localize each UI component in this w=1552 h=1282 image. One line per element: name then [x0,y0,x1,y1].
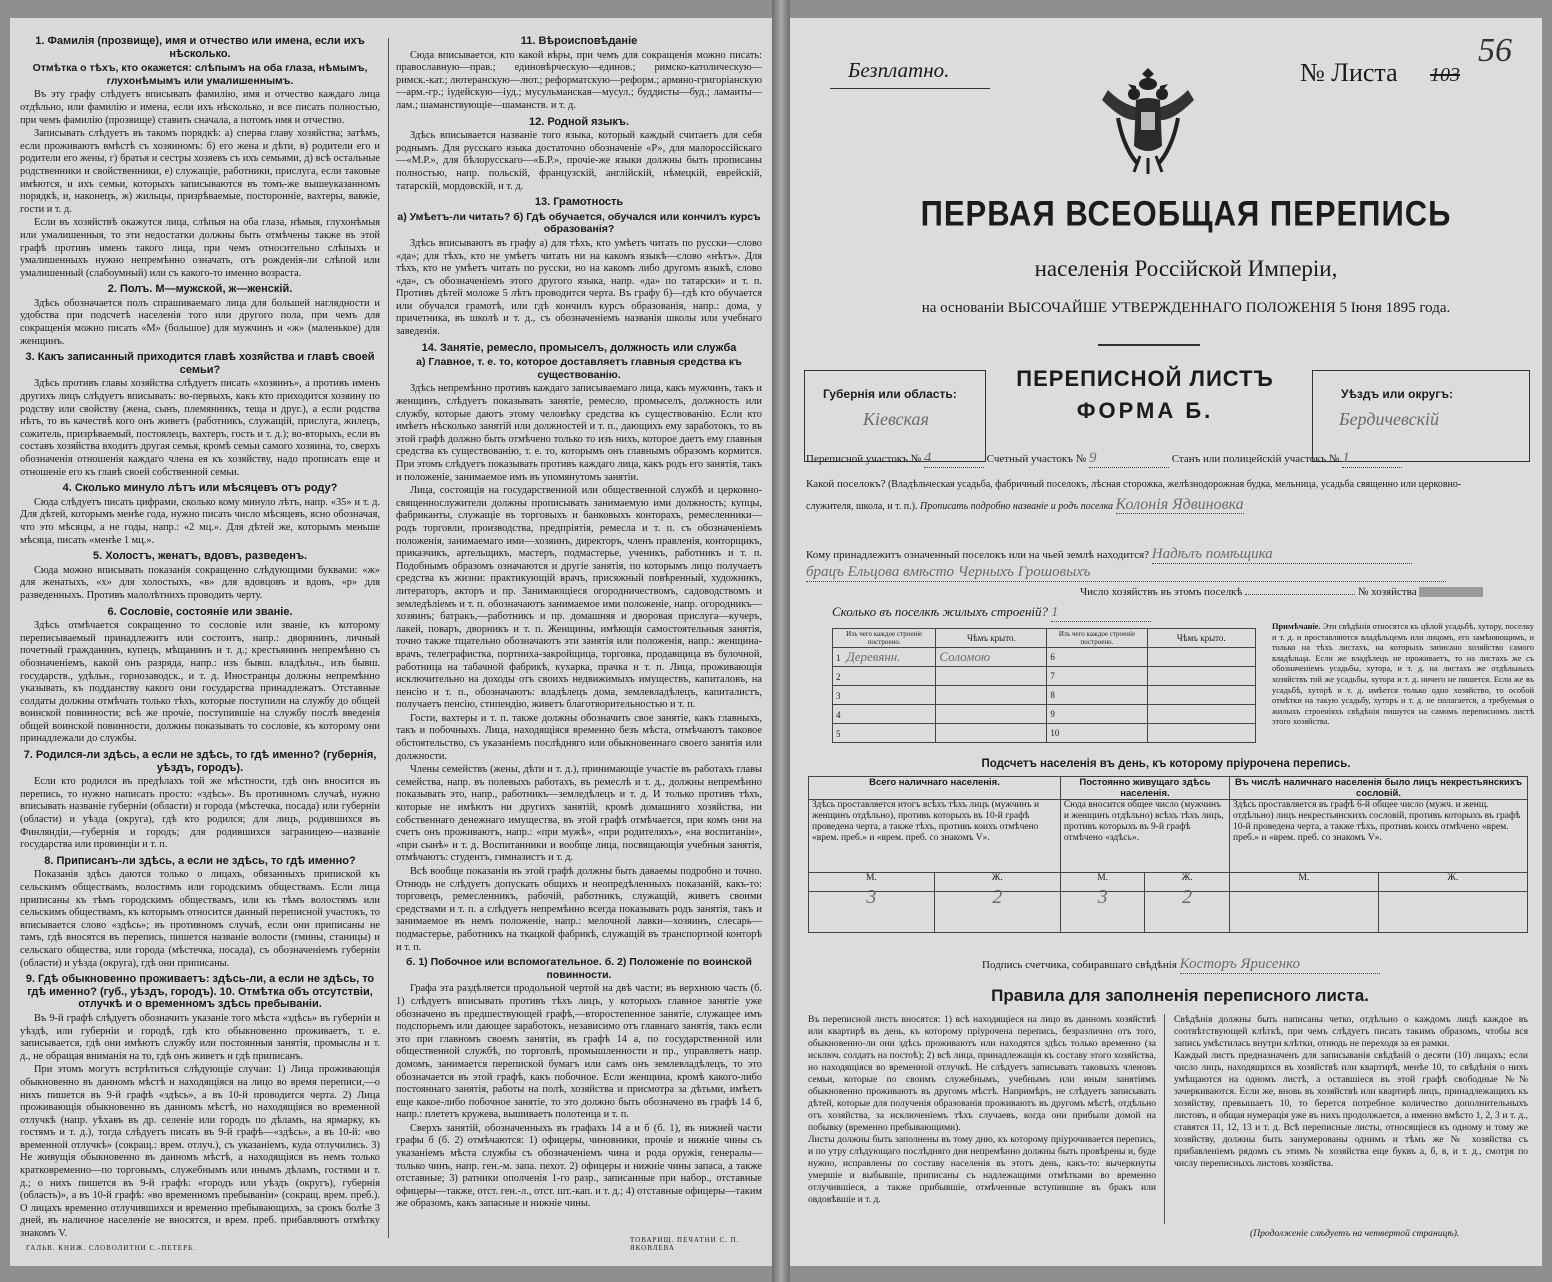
rules-title: Правила для заполненія переписного листа. [991,986,1369,1005]
main-subtitle: населенія Россійской Имперіи, [1034,256,1338,281]
buildings-row-entry [833,705,1256,724]
households-count-label: Число хозяйствъ въ этомъ поселкѣ [1080,586,1243,598]
column-divider [388,38,389,1238]
book-gutter [772,0,790,1282]
non-peasant-m [1230,892,1379,933]
building-number: 9 [1047,705,1147,724]
population-summary-table [808,776,1528,933]
right-page [790,18,1542,1266]
section-subheading: б. 1) Побочное или вспомогательное. б. 2) Положеніе по воинской повинности. [406,956,752,981]
instructions-column-1 [20,32,380,1242]
paragraph: Записывать слѣдуетъ въ такомъ порядкѣ: а) сперва главу хозяйства; затѣмъ, если проживаютъ вмѣстѣ съ хозяиномъ: б) его жена и дѣти, в) родители его и родители его жены, г) братья и сестры хозяевъ съ ихъ семьями, д) всѣ остальные родственники и свойственники, е) служащіе, работники, прислуга, если таковые имѣются, и ихъ семьи, которыхъ записываются въ томъ-же вышеуказанномъ порядкѣ, и, наконецъ, ж) жильцы, призрѣваемые, посторонніе, вахтеры, вавжіе, гости и т. д. [20,128,380,215]
section-heading: 8. Приписанъ-ли здѣсь, а если не здѣсь, то гдѣ именно? [44,854,356,867]
building-number [833,705,936,724]
total-present-header: Всего наличнаго населенія. [809,777,1061,800]
left-page [10,18,772,1266]
building-number-label: 1 [836,653,841,663]
section-subheading: а) Умѣетъ-ли читать? б) Гдѣ обучается, обучался или кончилъ курсъ образованія? [397,210,761,236]
title-rule [1098,344,1200,346]
settlement-label: Какой поселокъ? [806,478,886,490]
building-number [833,648,936,667]
paragraph: Сверхъ занятій, обозначенныхъ въ графахъ 14 а и б (б. 1), въ нижней части графы б (б. 2) отмѣчаются: 1) офицеры, чиновники, прочіе и нижніе чины съ указаніемъ мѣста службы съ обозначеніемъ чина и рода оружія, генералы—только чинъ, напр. ген.-м. запа. пехот. 2) офицеры и нижніе чины запаса, а также отставные; 3) ратники ополченія 1-го разр., записанные при набор., отставные офицеры—также, отст. ген.-л., отст. шт.-кап. и т. д.; 4) отставные офицеры—таким же образомъ, какъ запасные и нижніе чины. [396,1122,762,1210]
m-header-1: М. [809,873,935,892]
police-district-label: Станъ или полицейскій участокъ № [1171,453,1340,465]
printer-imprint-right: ТОВАРИЩ. ПЕЧАТНИ С. П. ЯКОВЛЕВА [630,1236,740,1252]
note-title: Примѣчаніе. [1272,622,1321,631]
zh-header-3: Ж. [1378,873,1527,892]
permanent-header: Постоянно живущаго здѣсь населенія. [1060,777,1229,800]
paragraph: Сюда слѣдуетъ писать цифрами, сколько кому минуло лѣтъ, напр. «35» и т. д. Для дѣтей, которымъ менѣе года, нужно писать число мѣсяцевъ, ясно обозначая, что это мѣсяцы, а не годы, напр.: «2 мц.». Для дѣтей же, которымъ меньше мѣсяца, писать «менѣе 1 мц.». [20,496,380,546]
settlement-description: (Владѣльческая усадьба, фабричный поселокъ, лѣсная сторожка, желѣзнодорожная будка, мельница, усадьба священно или церковно-служителя, школа, и т. п.). [806,479,1462,512]
form-code: ФОРМА Б. [1076,398,1214,423]
owner-label: Кому принадлежитъ означенный поселокъ или на чьей землѣ находится? [806,549,1150,561]
building-roof [936,667,1047,686]
m-header-2: М. [1060,873,1144,892]
paragraph: Здѣсь вписываютъ въ графу а) для тѣхъ, кто умѣетъ читать по русски—слово «да»; для тѣхъ, кто не умѣетъ читать ни на какомъ языкѣ—слово «нѣтъ». Для тѣхъ, кто не умѣетъ читать по русски, но на какомъ либо другомъ языкѣ, слово «да», съ обозначеніемъ этого другого языка, напр. «да» по татарски» и т. п. Противъ дѣтей моложе 5 лѣтъ проводится черта. Въ графу б)—гдѣ кто обучается или обучался грамотѣ, или гдѣ кончилъ курсъ образованія, напр.: дома, у причетника, въ школѣ и т. д., съ обозначеніемъ названія школы или учебнаго заведенія. [396,237,762,338]
guberniya-value: Кіевская [863,409,929,429]
building-number-label: 2 [836,672,841,682]
settlement-hint: Прописать подробно названіе и родъ поселка [919,501,1114,512]
page-number: 56 [1478,32,1512,69]
buildings-header-roof-2: Чѣмъ крыто. [1147,629,1255,648]
paragraph: Здѣсь обозначается полъ спрашиваемаго лица для большей наглядности и удобства при подсчетѣ населенія того или другого пола, при чемъ для сокращенія можно писать «М» (большое) для мужчинъ и «ж» (маленькое) для женщинъ. [20,297,380,347]
buildings-header-material-2: Изъ чего каждое строеніе построено. [1047,629,1147,648]
zh-header-2: Ж. [1145,873,1230,892]
buildings-row-entry [833,667,1256,686]
households-count-value [1245,594,1355,595]
building-number [833,667,936,686]
permanent-desc: Сюда вносится общее число (мужчинъ и женщинъ отдѣльно) всѣхъ тѣхъ лицъ, противъ которыхъ въ 9-й графѣ отмѣчено «здѣсь». [1060,800,1229,873]
buildings-row-entry [833,724,1256,743]
section-heading: 9. Гдѣ обыкновенно проживаетъ: здѣсь-ли, а если не здѣсь, то гдѣ именно? (губ., уѣздъ, городъ). 10. Отмѣтка объ отсутствіи, отлучкѣ и о временномъ здѣсь пребываніи. [25,973,375,1011]
decree-line: на основаніи ВЫСОЧАЙШЕ УТВЕРЖДЕННАГО ПОЛОЖЕНІЯ 5 Іюня 1895 года. [921,300,1451,316]
building-number-label: 4 [836,710,841,720]
owner-value-line2: брацъ Ельцова вмѣсто Черныхъ Грошовыхъ [806,564,1446,582]
household-number-value [1419,587,1483,597]
underline-rule [830,88,990,89]
building-roof [1147,667,1255,686]
signature-row [982,956,1380,974]
building-roof [1147,705,1255,724]
section-subheading: а) Главное, т. е. то, которое доставляетъ главныя средства къ существованію. [416,356,742,381]
census-district-value: 4 [924,450,984,468]
section-heading: 6. Сословіе, состояніе или званіе. [107,605,293,618]
buildings-count-value: 1 [1051,605,1151,622]
building-number: 6 [1047,648,1147,667]
main-title: ПЕРВАЯ ВСЕОБЩАЯ ПЕРЕПИСЬ [920,193,1452,234]
paragraph: Члены семействъ (жены, дѣти и т. д.), принимающіе участіе въ работахъ главы семейства, напр. въ полевыхъ работахъ, въ ремеслѣ и т. д., должны непремѣнно показывать это, напр., работникъ—земледѣлецъ и т. д. И только противъ тѣхъ, которые не имѣютъ ни другихъ занятій, кромѣ домашняго хозяйства, ни собственнаго денежнаго имущества, въ этой графѣ отмѣчается, при комъ они на счетъ онъ проживаютъ, напр.: «при мужѣ», «при родителяхъ», «на воспитаніи», «при сынѣ» и т. д. Воспитанники и вообще лица, посвящающія учебныя занятія, отмѣчаютъ: студентъ, гимназистъ и т. д. [396,764,762,864]
owner-row-2 [806,564,1446,582]
paragraph: Всѣ вообще показанія въ этой графѣ должны быть даваемы подробно и точно. Отнюдь не слѣдуетъ допускать общихъ и неопредѣленныхъ показаній, какъ-то: торговецъ, ремесленникъ, рабочій, работникъ, служащій, живетъ своими средствами и т. п. а слѣдуетъ непремѣнно всегда показывать родъ занятія, такъ и занимаемое въ немъ положеніе, напр.: мелочной лавки—хозяинъ, слесарь—подмастерье, работникъ на ткацкой фабрикѣ, служащій въ транспортной конторѣ и т. п. [396,866,762,953]
paragraph: Показанія здѣсь даются только о лицахъ, обязанныхъ припиской къ сельскимъ обществамъ, волостямъ или городскимъ обществамъ. Если лица приписаны къ тѣмъ городскимъ обществамъ, или къ тѣмъ волостямъ или сельскимъ обществамъ, къ которымъ относится данный переписной участокъ, то вписывается слово «здѣсь»; въ противномъ случаѣ, если они приписаны не тамъ, гдѣ вносятся въ перепись, пишется названіе волости (гмины, станицы) и сельскаго общества, или города (мѣстечка, посада), съ обозначеніемъ губерніи (области) и уѣзда (округа), гдѣ они приписаны. [20,869,380,969]
building-number: 10 [1047,724,1147,743]
uezd-label: Уѣздъ или округъ: [1341,387,1454,401]
building-roof: Соломою [936,648,1047,667]
section-heading: 12. Родной языкъ. [528,115,629,128]
form-title-block [1000,366,1290,424]
section-heading: 1. Фамилія (прозвище), имя и отчество или имена, если ихъ нѣсколько. [35,35,365,60]
free-of-charge-label: Безплатно. [848,58,950,82]
guberniya-box [804,370,986,462]
uezd-box [1312,370,1530,462]
household-number-label: № хозяйства [1357,586,1417,598]
uezd-value: Бердичевскій [1339,409,1440,429]
signature-value: Косторъ Ярисенко [1180,956,1380,974]
paragraph: Графа эта раздѣляется продольной чертой на двѣ части; въ верхнюю часть (б. 1) слѣдуетъ вписывать противъ тѣхъ лицъ, у которыхъ главное занятіе уже обозначено въ предшествующей графѣ,—второстепенное занятіе, служащее имъ подспорьемъ или дающее заработокъ, независимо отъ главнаго занятія, такъ если это при главномъ своемъ занятіи, въ графѣ 14 а, по государственной или общественной службѣ, по торговлѣ, промышленности и пр., управляетъ напр. домомъ, занимается перепиской бумагъ или самъ онъ землевладѣлецъ, то это обозначается въ этой графѣ, какъ побочное. Если женщина, кромѣ какого-либо постояннаго занятія, работы на полѣ, хозяйства и присмотра за дѣтьми, имѣетъ еще какое-либо побочное занятіе, то это должно быть обозначено въ графѣ 14 б, напр.: плететъ кружева, вышиваетъ полотенца и т. п. [396,983,762,1121]
paragraph: Въ эту графу слѣдуетъ вписывать фамилію, имя и отчество каждаго лица отдѣльно, или фамилію и имена, если ихъ нѣсколько, и все писать полностью, при чемъ фамилію (прозвище) ставить сначала, а потомъ имя и отчество. [20,89,380,126]
permanent-m: 3 [1060,892,1144,933]
building-number: 8 [1047,686,1147,705]
paragraph: При этомъ могутъ встрѣтиться слѣдующіе случаи: 1) Лица проживающія обыкновенно въ данномъ мѣстѣ и находящіяся на лицо во время переписи,—о нихъ пишется въ 9-й графѣ «здѣсь», а въ 10-й проводится черта. 2) Лица проживающія обыкновенно въ данномъ мѣстѣ, но находящіяся во временной отлучкѣ (напр. уѣхавъ въ др. селеніе или городъ по дѣламъ, на ярмарку, къ гостямъ и т. д.), тогда слѣдуетъ писать въ 9-й графѣ—«здѣсь», а въ 10-й: «во временной отлучкѣ» (сокращ.: врем. отлуч.), съ указаніемъ, куда отлучились. 3) Не живущія обыкновенно въ данномъ мѣстѣ, а находящіяся въ немъ только кратковременно—по торговымъ, служебнымъ или инымъ дѣламъ, гостями и т. д.; о нихъ пишется въ 9-й графѣ: «городъ или уѣздъ (округъ), губернія (область)», а въ 10-й графѣ: «во временномъ пребываніи» (сокращ. врем. преб.). О лицахъ временно отлучившихся и временно пребывающихъ, за срокъ болѣе 3 дней, въ наличное населеніе не вносятся, и врем. преб. прибавляютъ отмѣтку знакомъ V. [20,1064,380,1240]
police-district-value: 1 [1342,450,1402,468]
paragraph: Здѣсь непремѣнно противъ каждаго записываемаго лица, какъ мужчинъ, такъ и женщинъ, слѣдуетъ показывать занятіе, ремесло, промыселъ, должность или службу, которые даютъ этому человѣку средства къ существованію. Если кто имѣетъ нѣсколько занятій или должностей и т. п., дающихъ ему заработокъ, то въ этой графѣ должно быть отмѣчено только то изъ нихъ, которое даетъ ему главныя средства къ существованію, т. е. то, которымъ онъ главнымъ образомъ кормится. При этомъ слѣдуетъ показывать противъ каждаго лица, какъ родъ его занятія, такъ и положеніе, занимаемое имъ въ упомянутомъ занятіи. [396,383,762,483]
buildings-count-label: Сколько въ поселкѣ жилыхъ строеній? [832,604,1049,619]
building-roof [936,686,1047,705]
permanent-zh: 2 [1145,892,1230,933]
paragraph: Сюда можно вписывать показанія сокращенно слѣдующими буквами: «ж» для женатыхъ, «х» для холостыхъ, «в» для вдовцовъ и вдовъ, «р» для разведенныхъ. Противъ малолѣтнихъ проводить черту. [20,564,380,601]
form-title: ПЕРЕПИСНОЙ ЛИСТЪ [1016,366,1274,391]
paragraph: Если кто родился въ предѣлахъ той же мѣстности, гдѣ онъ вносится въ перепись, то нужно написать просто: «здѣсь». Въ противномъ случаѣ, нужно вписывать названіе губерніи (области) и города (мѣстечка, посада) или губерніи (области) и уѣзда (округа), гдѣ кто родился; для лицъ, родившихся въ Финляндіи,—губернія и городъ; для родившихся заграницею—названіе государства или провинціи и т. п. [20,776,380,851]
building-number [833,724,936,743]
sheet-number-value: 103 [1430,64,1460,86]
printer-imprint-left: ГАЛЬВ. КНИЖ. СЛОВОЛИТНИ С.-ПЕТЕРБ. [26,1244,196,1252]
count-district-value: 9 [1089,450,1169,468]
building-number [833,686,936,705]
building-number-label: 3 [836,691,841,701]
total-present-zh: 2 [934,892,1060,933]
section-heading: 3. Какъ записанный приходится главѣ хозяйства и главѣ своей семьи? [25,351,375,376]
households-row [1080,586,1483,598]
buildings-table [832,628,1256,743]
paragraph: Здѣсь противъ главы хозяйства слѣдуетъ писать «хозяинъ», а противъ именъ другихъ лицъ слѣдуетъ вписывать: во-первыхъ, какъ кто приходится хозяину по родству или свойству (жена, сынъ, племянникъ, теща и друг.), а если родства нѣтъ, то въ качествѣ кого онъ живетъ (работникъ, служащій, прислуга, жилецъ, сожитель, призрѣваемый, постоялецъ, вахтеръ, гость и т. д.); во-вторыхъ, если въ составъ хозяйства входитъ другая семья, кромѣ семьи самого хозяина, то, сверхъ обозначенія отношенія каждаго члена ея къ хозяйству, надо прописать еще и отношеніе его къ главѣ своей собственной семьи. [20,378,380,478]
section-heading: 4. Сколько минуло лѣтъ или мѣсяцевъ отъ роду? [62,482,338,495]
buildings-row [832,604,1151,622]
rules-continued-note: (Продолженіе слѣдуетъ на четвертой страницѣ). [1250,1228,1460,1239]
building-material: Деревянн. [846,649,901,664]
section-heading: 11. Вѣроисповѣданіе [520,35,638,47]
buildings-header-roof: Чѣмъ крыто. [936,629,1047,648]
rules-divider [1164,1014,1165,1224]
total-present-desc: Здѣсь проставляется итогъ всѣхъ тѣхъ лицъ (мужчинъ и женщинъ отдѣльно), противъ которыхъ въ 10-й графѣ проведена черта, а также тѣхъ, противъ коихъ отмѣчено «врем. преб.» и «врем. преб. со знакомъ V». [809,800,1061,873]
building-number-label: 5 [836,729,841,739]
paragraph: Въ 9-й графѣ слѣдуетъ обозначить указаніе того мѣста «здѣсь» въ губерніи и уѣздѣ, или губерніи и городѣ, гдѣ кто обыкновенно проживаетъ, т. е. записывается, гдѣ они имѣютъ службу или постоянныя занятія, промыслы и т. д., не обращая вниманія на то, гдѣ онъ живетъ и гдѣ приписанъ. [20,1012,380,1062]
paragraph: Сюда вписывается, кто какой вѣры, при чемъ для сокращенія можно писать: православную—прав.; единовѣрческую—единов.; римско-католическую—римск.-кат.; лютеранскую—лют.; реформатскую—реформ.; армяно-григоріанскую—арм.-гр.; іудейскую—іуд.; мусульманская—мусул.; буддисты—буд.; ламаиты—лам.; шаманствующіе—шаманств. и т. д. [396,49,762,111]
paragraph: Гости, вахтеры и т. п. также должны обозначить свое занятіе, какъ главныхъ, такъ и побочныхъ. Лица, находящіяся временно безъ мѣста, отмѣчаютъ таковое обстоятельство, съ указаніемъ послѣдняго или обыкновеннаго своего занятія или должности. [396,712,762,762]
sheet-number-label: № Листа [1300,58,1398,87]
section-heading: 5. Холостъ, женатъ, вдовъ, разведенъ. [92,550,308,563]
building-roof [936,705,1047,724]
count-district-label: Счетный участокъ № [986,453,1087,465]
building-roof [936,724,1047,743]
non-peasant-desc: Здѣсь проставляется въ графѣ 6-й общее число (мужч. и женщ. отдѣльно) лицъ некрестьянскихъ сословій, противъ которыхъ въ графѣ 10-й проведена черта, а также тѣхъ, противъ коихъ отмѣчено «врем. преб.» и «врем. преб. со знакомъ V». [1230,800,1528,873]
rules-column-2: Свѣдѣнія должны быть написаны четко, отдѣльно о каждомъ лицѣ каждое въ соотвѣтствующей клѣткѣ, при чемъ слѣдуетъ писать такимъ образомъ, чтобы вся запись умѣстилась внутри клѣтки, отнюдь не переходя за ея рамки. Каждый листъ предназначенъ для записыванія свѣдѣній о десяти (10) лицахъ; если число лицъ, находящихся въ хозяйствѣ или квартирѣ, менѣе 10, то свѣдѣнія о нихъ умѣщаются на одномъ листѣ, а оставшіеся въ этой графѣ свободные №№ зачеркиваются. Если же, вновь въ хозяйствѣ или квартирѣ лицъ, принадлежащихъ къ хозяйству, превышаетъ 10, то берется потребное количество дополнительныхъ листовъ, и общая нумерація уже въ нихъ продолжается, а именно вмѣсто 1, 2, 3 и т. д., ставятся 11, 12, 13 и т. д. Всѣ переписные листы, относящіеся къ одному и тому же хозяйству, должны быть занумерованы однимъ и тѣмъ же № хозяйства съ прибавленіемъ рядомъ съ этимъ № хозяйства еще буквъ а, б, в, и т. д., смотря по числу переписныхъ листовъ хозяйства. [1174,1014,1528,1169]
population-summary-title: Подсчетъ населенія въ день, къ которому пріурочена перепись. [981,758,1351,770]
building-roof [1147,724,1255,743]
buildings-header-material: Изъ чего каждое строеніе построено. [833,629,936,648]
paragraph: Если въ хозяйствѣ окажутся лица, слѣпыя на оба глаза, нѣмыя, глухонѣмыя или умалишенныя, то эти недостатки должны быть отмѣчены также въ этой графѣ противъ именъ такого лица, при чемъ относительно слѣпыхъ и умалишенныхъ нужно непремѣнно означать, отъ рожденія-ли слѣпой или умалишенный (слабоумный) или съ какого-то именно возраста. [20,217,380,279]
paragraph: Здѣсь вписывается названіе того языка, который каждый считаетъ для себя роднымъ. Для русскаго языка достаточно обозначеніе «Р», для малороссійскаго—«М.Р.», для бѣлорусскаго—«Б.Р.», прочіе-же языки должны быть прописаны полностью, напр. польскій, французскій, англійскій, нѣмецкій, еврейскій, татарскій, мордовскій, и т. д. [396,130,762,192]
owner-value-line1: Надѣлъ помѣщика [1152,546,1412,564]
instructions-column-2 [396,32,762,1212]
section-heading: 7. Родился-ли здѣсь, а если не здѣсь, то гдѣ именно? (губернія, уѣздъ, городъ). [23,749,377,774]
signature-label: Подпись счетчика, собиравшаго свѣдѣнія [982,959,1177,971]
paragraph: Здѣсь отмѣчается сокращенно то сословіе или званіе, къ которому переписываемый принадлежитъ или состоитъ, напр.: дворянинъ, личный почетный гражданинъ, купецъ, мѣщанинъ и т. д.; крестьянинъ непремѣнно съ обозначеніемъ, какой онъ разряда, напр.: изъ бывш. владѣльч., изъ бывш. государств., удѣльн., горнозаводск., и т. д. Иностранцы должны непремѣнно указывать, къ подданству какого они государства принадлежатъ. Отставные солдаты должны отмѣчать только тѣхъ, которые поступили на службу до общей воинской повинности; всѣ же прочіе, поступившіе на службу послѣ введенія общей воинской повинности, должны показывать то сословіе, къ которому они принадлежали до службы. [20,620,380,745]
m-header-3: М. [1230,873,1379,892]
building-roof [1147,648,1255,667]
settlement-value: Колонія Ядвиновка [1115,496,1244,513]
buildings-row-entry [833,648,1256,667]
section-heading: 2. Полъ. М—мужской, ж—женскій. [107,283,293,296]
buildings-row-entry [833,686,1256,705]
district-row [806,450,1402,468]
paragraph: Лица, состоящія на государственной или общественной службѣ и церковно-священнослужители должны прописывать занимаемую ими должность; купцы, фабриканты, служащіе въ торговыхъ и банковыхъ конторахъ, ремесленники—родъ торговли, производства, предпріятія, ремесла и т. п. съ обозначеніемъ положенія, занимаемаго ими—хозяинъ, директоръ, членъ правленія, конторщикъ, приказчикъ, артельщикъ, мастеръ, подмастерье, ученикъ, работникъ и т. п. Подобнымъ образомъ означаются и другіе занятія, по которымъ лицо получаетъ средства къ жизни: практикующій врачъ, присяжный повѣренный, художникъ, литераторъ, акторъ и пр. Занимающіеся огородничествомъ, садоводствомъ и земледѣліемъ и т. п. обозначаютъ занимаемое ими положеніе, напр. огородникъ—хозяинъ; батракъ,—работникъ и пр. домашняя и дворовая прислуга—кучеръ, лакей, поваръ, дворникъ и т. п. Женщины, имѣющія самостоятельныя занятія, точно также тщательно обозначаютъ эти занятія или положенія, напр.: женщина-врачъ, телеграфистка, портниха-закройщица, торговка, продавщица въ булочной, работница на табачной фабрикѣ, кухарка, прачка и т. п. Лица, проживающія исключительно на доходы отъ своихъ недвижимыхъ имуществъ, капиталовъ, на пенсію и т. п., обозначаютъ: владѣлецъ дома, землевладѣлецъ, капиталистъ, получаетъ пенсію, стипендію, живетъ благотворительностью и т. п. [396,485,762,711]
non-peasant-header: Въ числѣ наличнаго населенія было лицъ некрестьянскихъ сословій. [1230,777,1528,800]
non-peasant-zh [1378,892,1527,933]
building-roof [1147,686,1255,705]
section-heading: 13. Грамотность [534,196,624,209]
settlement-row [806,474,1496,517]
census-district-label: Переписной участокъ № [806,453,922,465]
section-heading: 14. Занятіе, ремесло, промыселъ, должность или служба [421,341,737,354]
note-block [1272,622,1534,728]
section-subheading: Отмѣтка о тѣхъ, кто окажется: слѣпымъ на оба глаза, нѣмымъ, глухонѣмымъ или умалишеннымъ. [32,62,368,87]
imperial-eagle-icon [1098,60,1198,178]
guberniya-label: Губернія или область: [823,387,957,401]
zh-header-1: Ж. [934,873,1060,892]
total-present-m: 3 [809,892,935,933]
rules-column-1: Въ переписной листъ вносятся: 1) всѣ находящіеся на лицо въ данномъ хозяйствѣ или квартирѣ въ день, къ которому пріурочена перепись, безразлично отъ того, обыкновенно-ли они здѣсь проживаютъ или находятся здѣсь только временно (за исключ. солдатъ на постоѣ); 2) всѣ лица, принадлежащія къ составу этого хозяйства, но находящіяся во временной отлучкѣ. Не слѣдуетъ записывать таковыхъ членовъ семьи, которые по своимъ служебнымъ, учебнымъ или иным занятіямъ обыкновенно проживаютъ въ другомъ мѣстѣ. Напримѣръ, не слѣдуетъ записывать дѣтей, которые для полученія образованія проживаютъ въ другомъ мѣстѣ, отдѣльно отъ хозяйства, за исключеніемъ тѣхъ случаевъ, когда они прибыли домой на побывку (временно пребывающими). Листы должны быть заполнены въ тому дню, къ которому пріурочивается перепись, и по утру слѣдующаго послѣдняго дня непремѣнно должны быть провѣрены и, буде нужно, исправлены по составу населенія въ этотъ день, какъ-то: вычеркнуты умершіе и выбывшіе, приписаны съ надлежащими отмѣтками во временно отлучившіеся, а также прибывшіе, отмѣченные вступившие въ бракъ или овдовѣвшіе и т. д. [808,1014,1156,1205]
owner-row [806,546,1412,564]
note-text: Эти свѣдѣнія относятся къ цѣлой усадьбѣ, хутору, поселку и т. д. и проставляются владѣльцемъ или лицомъ, его замѣняющимъ, и только на тѣхъ листахъ, на которыхъ записано хозяйство самого владѣльца. Если же владѣлецъ не проживаетъ, то на листахъ же съ обозначеніемъ усадьбы, хутора, и т. д. на листахъ же отдѣльныхъ хозяйствъ той же усадьбы, хутора и т. д. ничего не пишется. Если же въ усадьбѣ, хуторѣ и т. д. имѣется только одно хозяйство, то особой отмѣтки на такую усадьбу, хуторъ и т. д. не полагается, а требуемыя о жилыхъ строеніяхъ свѣдѣнія пишутся на самомъ переписномъ листѣ этого хозяйства. [1272,622,1534,727]
building-number: 7 [1047,667,1147,686]
